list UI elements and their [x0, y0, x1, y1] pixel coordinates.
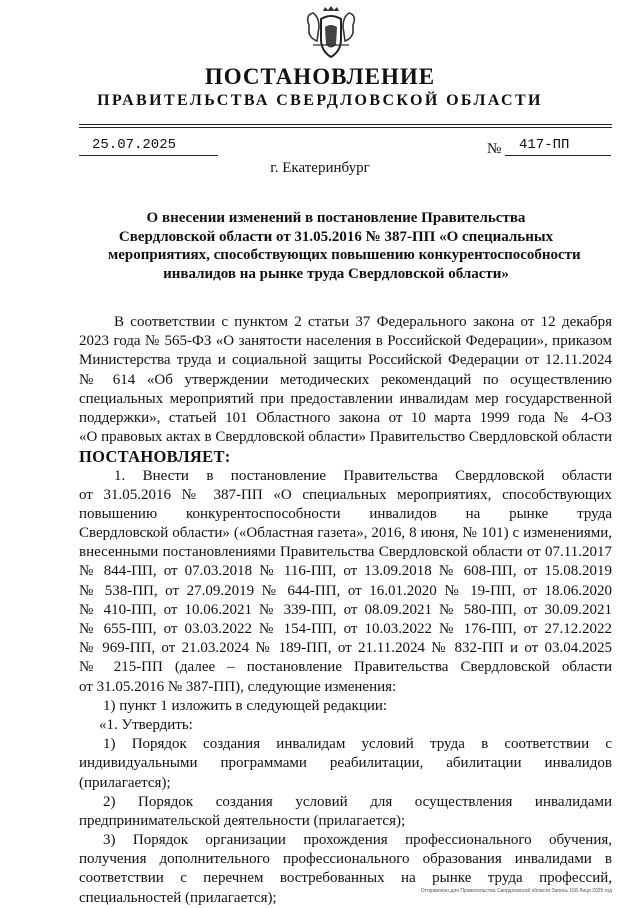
- date-underline: [79, 155, 218, 156]
- body-line: 1) Порядок создания инвалидам условий труда в соответствии с: [103, 736, 612, 753]
- body-line: № 655-ПП, от 03.03.2022 № 154-ПП, от 10.03.2022 № 176-ПП, от 27.12.2022: [79, 621, 612, 637]
- document-number: 417-ПП: [519, 137, 570, 153]
- body-line: 1. Внести в постановление Правительства Свердловской области: [114, 467, 612, 484]
- body-line: получения дополнительного профессионального образования инвалидами в: [79, 851, 612, 868]
- body-line: В соответствии с пунктом 2 статьи 37 Федерального закона от 12 декабря: [114, 314, 612, 330]
- number-sign: №: [487, 141, 502, 157]
- issue-city: г. Екатеринбург: [270, 160, 370, 176]
- body-line: специальностей (прилагается);: [79, 889, 277, 906]
- body-line: (прилагается);: [79, 774, 171, 791]
- body-line: поддержки», статьей 101 Областного закона от 10 марта 1999 года № 4-ОЗ: [79, 409, 612, 426]
- body-line: от 31.05.2016 № 387-ПП), следующие изменения:: [79, 678, 397, 695]
- issuing-authority: ПРАВИТЕЛЬСТВА СВЕРДЛОВСКОЙ ОБЛАСТИ: [97, 92, 543, 109]
- body-line: соответствии с перечнем востребованных на рынке труда профессий,: [79, 870, 612, 887]
- body-line: 2023 года № 565-ФЗ «О занятости населения в Российской Федерации», приказом: [79, 333, 612, 350]
- header-divider-top: [79, 124, 612, 125]
- header-divider-bottom: [79, 127, 612, 128]
- body-line: 2) Порядок создания условий для осуществления инвалидами: [103, 793, 612, 810]
- body-line: Свердловской области» («Областная газета», 2016, 8 июня, № 101) с изменениями,: [79, 525, 612, 542]
- document-type-title: ПОСТАНОВЛЕНИЕ: [204, 64, 436, 89]
- subject-line: Свердловской области от 31.05.2016 № 387-ПП «О специальных: [118, 228, 554, 245]
- body-line: 1) пункт 1 изложить в следующей редакции:: [103, 697, 388, 714]
- body-line: № 410-ПП, от 10.06.2021 № 339-ПП, от 08.09.2021 № 580-ПП, от 30.09.2021: [79, 601, 612, 618]
- subject-line: О внесении изменений в постановление Правительства: [146, 210, 526, 226]
- body-line: «1. Утвердить:: [99, 716, 193, 733]
- body-line: повышению конкурентоспособности инвалидов на рынке труда: [79, 505, 612, 522]
- body-line: № 844-ПП, от 07.03.2018 № 116-ПП, от 13.09.2018 № 608-ПП, от 15.08.2019: [79, 563, 612, 580]
- subject-line: инвалидов на рынке труда Свердловской области»: [163, 265, 509, 282]
- body-line: № 215-ПП (далее – постановление Правительства Свердловской области: [79, 659, 612, 676]
- body-line: индивидуальными программами реабилитации, абилитации инвалидов: [79, 755, 612, 772]
- body-line: № 614 «Об утверждении методических рекомендаций по осуществлению: [79, 371, 612, 388]
- body-line: внесенными постановлениями Правительства Свердловской области от 07.11.2017: [79, 544, 612, 561]
- subject-line: мероприятиях, способствующих повышению конкурентоспособности: [108, 247, 581, 263]
- body-line: № 538-ПП, от 27.09.2019 № 644-ПП, от 16.01.2020 № 19-ПП, от 18.06.2020: [79, 582, 612, 599]
- body-line: предпринимательской деятельности (прилагается);: [79, 812, 406, 829]
- resolution-keyword: ПОСТАНОВЛЯЕТ:: [79, 447, 231, 467]
- body-line: 3) Порядок организации прохождения профессионального обучения,: [103, 832, 612, 849]
- number-underline: [505, 155, 611, 156]
- document-subject: [108, 209, 581, 283]
- body-line: Министерства труда и социальной защиты Российской Федерации от 12.11.2024: [79, 352, 612, 369]
- body-line: № 969-ПП, от 21.03.2024 № 189-ПП, от 21.11.2024 № 832-ПП и от 03.04.2025: [79, 640, 612, 657]
- body-line: от 31.05.2016 № 387-ПП «О специальных мероприятиях, способствующих: [79, 486, 612, 503]
- body-line: специальных мероприятий при предоставлении инвалидам мер государственной: [79, 390, 612, 407]
- footer-note: Отправлено для Правительства Свердловской области Запись 158 Лицо 2025 год: [420, 888, 612, 894]
- body-line: «О правовых актах в Свердловской области» Правительство Свердловской области: [79, 429, 613, 446]
- document-body: [79, 313, 612, 908]
- coat-of-arms-icon: [303, 5, 359, 61]
- document-date: 25.07.2025: [92, 137, 177, 153]
